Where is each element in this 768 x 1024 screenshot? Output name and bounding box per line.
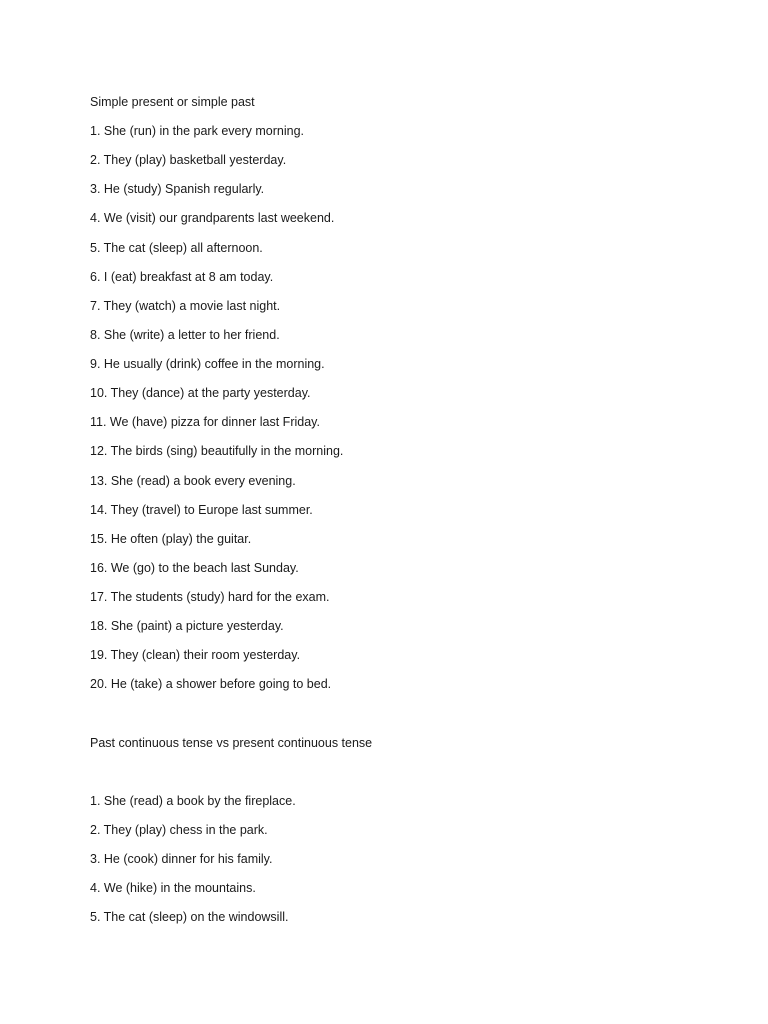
section-heading-simple-tenses: Simple present or simple past <box>90 95 255 109</box>
exercise-item: 1. She (run) in the park every morning. <box>90 124 304 138</box>
exercise-item: 19. They (clean) their room yesterday. <box>90 648 301 662</box>
exercise-item: 6. I (eat) breakfast at 8 am today. <box>90 270 274 284</box>
exercise-item: 4. We (hike) in the mountains. <box>90 881 256 895</box>
exercise-item: 2. They (play) chess in the park. <box>90 823 268 837</box>
exercise-item: 4. We (visit) our grandparents last weekend. <box>90 211 335 225</box>
exercise-item: 11. We (have) pizza for dinner last Friday. <box>90 415 320 429</box>
exercise-item: 9. He usually (drink) coffee in the morning. <box>90 357 325 371</box>
exercise-item: 1. She (read) a book by the fireplace. <box>90 794 296 808</box>
exercise-item: 20. He (take) a shower before going to bed. <box>90 677 332 691</box>
exercise-item: 2. They (play) basketball yesterday. <box>90 153 287 167</box>
exercise-item: 3. He (cook) dinner for his family. <box>90 852 273 866</box>
exercise-item: 15. He often (play) the guitar. <box>90 532 252 546</box>
exercise-item: 13. She (read) a book every evening. <box>90 474 296 488</box>
exercise-item: 14. They (travel) to Europe last summer. <box>90 503 313 517</box>
exercise-item: 5. The cat (sleep) on the windowsill. <box>90 910 289 924</box>
exercise-item: 10. They (dance) at the party yesterday. <box>90 386 311 400</box>
exercise-item: 3. He (study) Spanish regularly. <box>90 182 265 196</box>
exercise-item: 17. The students (study) hard for the exam. <box>90 590 330 604</box>
exercise-item: 5. The cat (sleep) all afternoon. <box>90 241 263 255</box>
exercise-item: 16. We (go) to the beach last Sunday. <box>90 561 299 575</box>
exercise-item: 12. The birds (sing) beautifully in the morning. <box>90 444 344 458</box>
exercise-item: 8. She (write) a letter to her friend. <box>90 328 280 342</box>
exercise-item: 18. She (paint) a picture yesterday. <box>90 619 284 633</box>
section-heading-continuous-tenses: Past continuous tense vs present continuous tense <box>90 736 373 750</box>
exercise-item: 7. They (watch) a movie last night. <box>90 299 281 313</box>
